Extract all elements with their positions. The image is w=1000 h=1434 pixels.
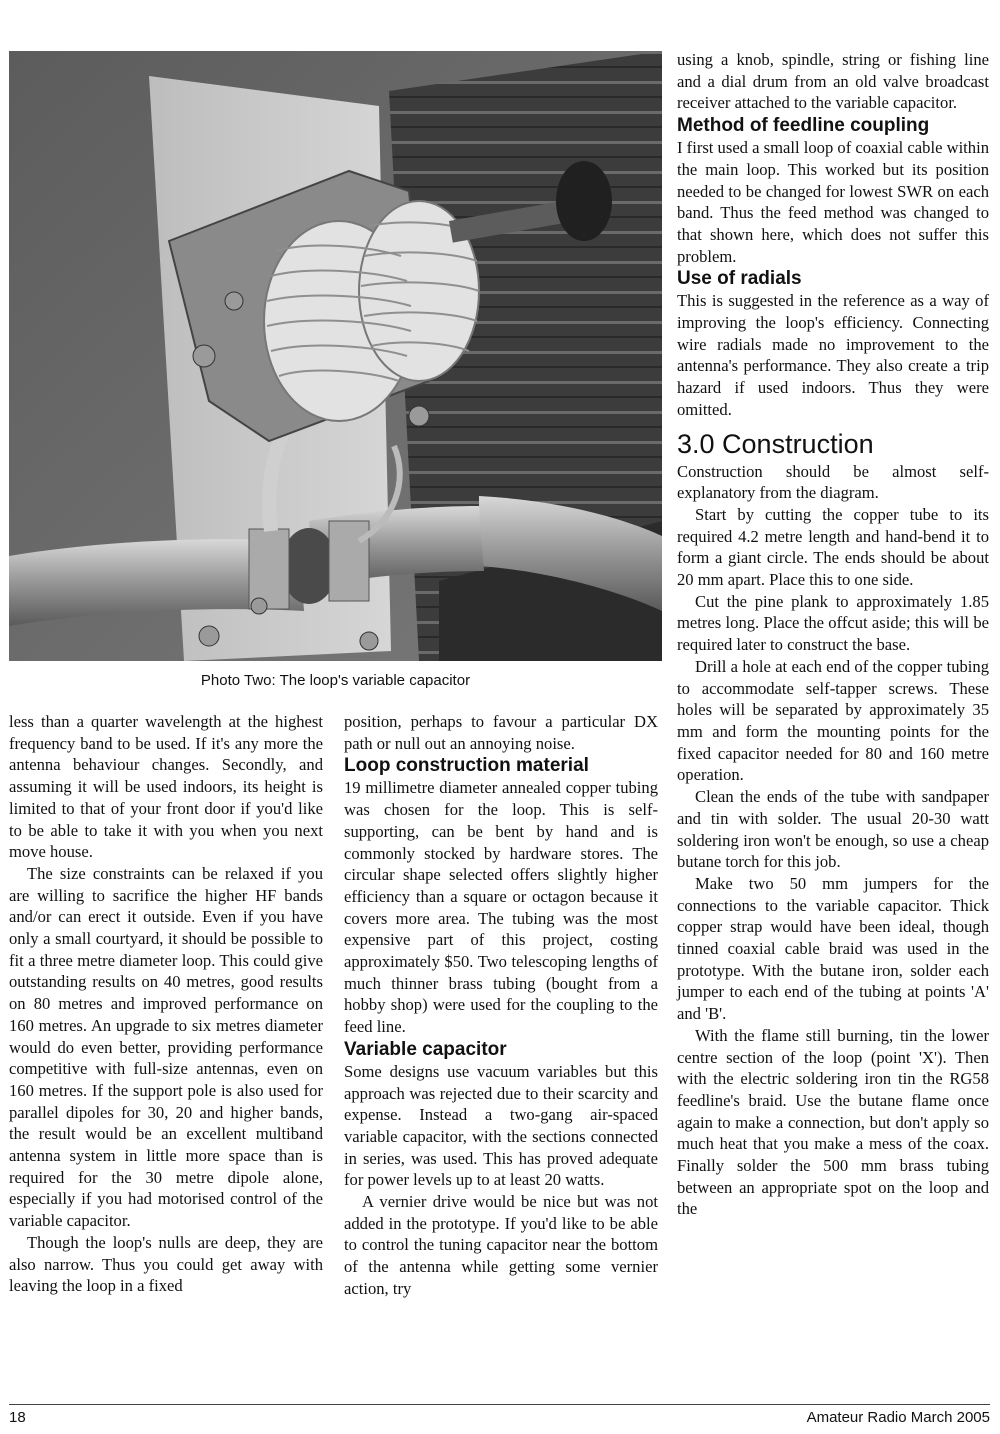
paragraph: 19 millimetre diameter annealed copper tubing was chosen for the loop. This is self-supporting, can be bent by hand and is commonly stocked by hardware stores. The circular shape selected offers slightly higher efficiency than a square or octagon because it covers more area. The tubing was the most expensive part of this project, costing approximately $50. Two telescoping lengths of much thinner brass tubing (bought from a hobby shop) were used for the coupling to the feed line. bbox=[344, 778, 658, 1037]
paragraph: Construction should be almost self-explanatory from the diagram. bbox=[677, 461, 989, 503]
paragraph: less than a quarter wavelength at the highest frequency band to be used. If it's any more the antenna behaviour changes. Secondly, and assuming it will be used indoors, its height is limited to that of your front door if you'd like to be able to take it with you when you next move house. bbox=[9, 712, 323, 862]
paragraph: I first used a small loop of coaxial cable within the main loop. This worked but its position needed to be changed for lowest SWR on each band. Thus the feed method was changed to that shown here, which does not suffer this problem. bbox=[677, 138, 989, 266]
subheading: Method of feedline coupling bbox=[677, 115, 930, 137]
section-heading: 3.0 Construction bbox=[677, 428, 874, 459]
page-number: 18 bbox=[9, 1409, 26, 1426]
paragraph: With the flame still burning, tin the lower centre section of the loop (point 'X'). Then with the electric soldering iron tin the RG58 feedline's braid. Use the butane flame once again to make a connection, but don't apply so much heat that you make a mess of the coax. Finally solder the 500 mm brass tubing between an appropriate spot on the loop and the bbox=[677, 1025, 989, 1219]
paragraph: Though the loop's nulls are deep, they are also narrow. Thus you could get away with leaving the loop in a fixed bbox=[9, 1232, 323, 1296]
paragraph: using a knob, spindle, string or fishing line and a dial drum from an old valve broadcast receiver attached to the variable capacitor. bbox=[677, 50, 989, 113]
paragraph: Drill a hole at each end of the copper tubing to accommodate self-tapper screws. These holes will be separated by approximately 35 mm and form the mounting points for the fixed capacitor needed for 80 and 160 metre operation. bbox=[677, 656, 989, 785]
subheading: Variable capacitor bbox=[344, 1038, 507, 1060]
paragraph: A vernier drive would be nice but was not added in the prototype. If you'd like to be able to control the tuning capacitor near the bottom of the antenna while getting some vernier action, try bbox=[344, 1192, 658, 1298]
column-3 bbox=[677, 49, 989, 1220]
subheading: Loop construction material bbox=[344, 755, 589, 777]
paragraph: Make two 50 mm jumpers for the connections to the variable capacitor. Thick copper strap would have been ideal, though tinned coaxial cable braid was used in the prototype. With the butane iron, solder each jumper to each end of the tubing at points 'A' and 'B'. bbox=[677, 873, 989, 1024]
subheading: Use of radials bbox=[677, 268, 802, 290]
column-1 bbox=[9, 711, 323, 1297]
paragraph: Some designs use vacuum variables but this approach was rejected due to their scarcity and expense. Instead a two-gang air-spaced variable capacitor, with the sections connected in series, was used. This has proved adequate for power levels up to at least 20 watts. bbox=[344, 1061, 658, 1190]
paragraph: Start by cutting the copper tube to its required 4.2 metre length and hand-bend it to form a giant circle. The ends should be about 20 mm apart. Place this to one side. bbox=[677, 504, 989, 590]
paragraph: position, perhaps to favour a particular DX path or null out an annoying noise. bbox=[344, 712, 658, 753]
paragraph: This is suggested in the reference as a way of improving the loop's efficiency. Connecting wire radials made no improvement to the antenna's performance. They also create a trip hazard if used indoors. Thus they were omitted. bbox=[677, 291, 989, 419]
column-2 bbox=[344, 711, 658, 1300]
paragraph: The size constraints can be relaxed if you are willing to sacrifice the higher HF bands and/or can erect it outside. Even if you have only a small courtyard, it should be possible to fit a three metre diameter loop. This could give outstanding results on 40 metres, good results on 80 metres and improved performance on 160 metres. An upgrade to six metres diameter would do even better, providing performance competitive with full-size antennas, even on 160 metres. If the support pole is also used for parallel dipoles for 30, 20 and higher bands, the result would be an excellent multiband antenna system in little more space than is required for the 30 metre dipole alone, especially if you had motorised control of the variable capacitor. bbox=[9, 863, 323, 1231]
photo-caption: Photo Two: The loop's variable capacitor bbox=[200, 672, 471, 689]
paragraph: Clean the ends of the tube with sandpaper and tin with solder. The usual 20-30 watt soldering iron won't be enough, so use a cheap butane torch for this job. bbox=[677, 787, 989, 872]
publication-title: Amateur Radio March 2005 bbox=[806, 1409, 990, 1426]
capacitor-photo bbox=[9, 51, 662, 661]
footer-divider bbox=[9, 1404, 990, 1405]
paragraph: Cut the pine plank to approximately 1.85 metres long. Place the offcut aside; this will be required later to construct the base. bbox=[677, 591, 989, 655]
